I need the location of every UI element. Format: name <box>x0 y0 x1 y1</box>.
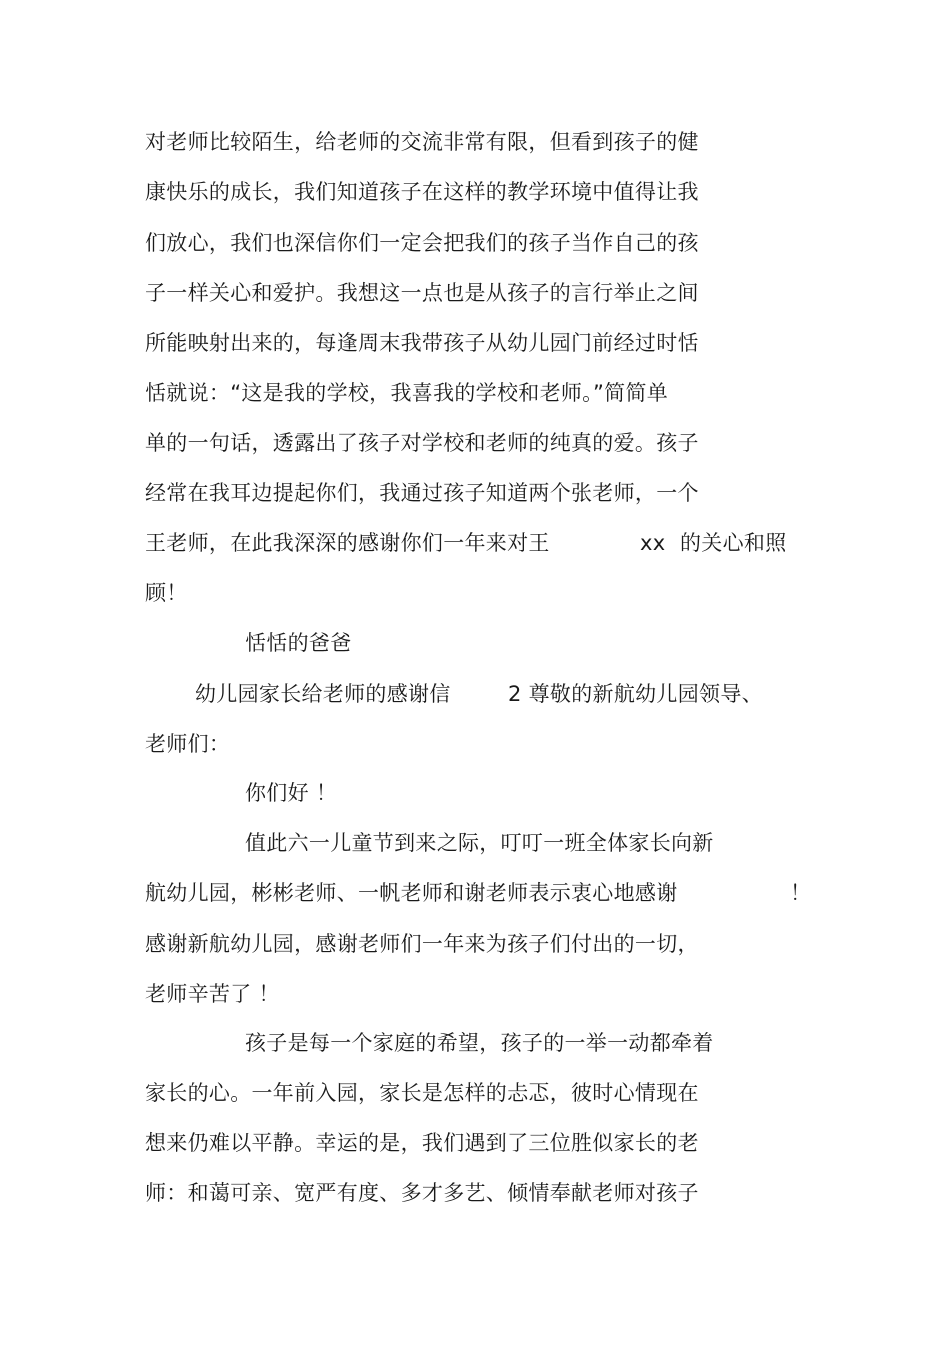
body-text-line: 老师辛苦了 ！ <box>145 982 280 1006</box>
body-text-line: 家长的心。一年前入园，家长是怎样的忐忑，彼时心情现在 <box>145 1081 699 1105</box>
body-text-line: 王老师，在此我深深的感谢你们一年来对王 <box>145 531 550 555</box>
body-text-line: 师：和蔼可亲、宽严有度、多才多艺、倾情奉献老师对孩子 <box>145 1181 699 1205</box>
body-text-line: 对老师比较陌生，给老师的交流非常有限，但看到孩子的健 <box>145 130 699 154</box>
body-text-line: 子一样关心和爱护。我想这一点也是从孩子的言行举止之间 <box>145 281 699 305</box>
greeting-line: 你们好 ！ <box>245 781 338 805</box>
letter-salutation: 老师们： <box>145 732 231 756</box>
letter-salutation: 2 尊敬的新航幼儿园领导、 <box>508 682 763 706</box>
body-text-fragment: 的关心和照 <box>680 531 787 555</box>
body-text-line: 康快乐的成长，我们知道孩子在这样的教学环境中值得让我 <box>145 180 699 204</box>
body-text-line: 顾！ <box>145 581 188 605</box>
body-text-line: 航幼儿园，彬彬老师、一帆老师和谢老师表示衷心地感谢 <box>145 881 678 905</box>
body-text-line: 所能映射出来的，每逢周末我带孩子从幼儿园门前经过时恬 <box>145 331 699 355</box>
body-text-line: 单的一句话，透露出了孩子对学校和老师的纯真的爱。孩子 <box>145 431 699 455</box>
body-text-line: 孩子是每一个家庭的希望，孩子的一举一动都牵着 <box>245 1031 714 1055</box>
signature-line: 恬恬的爸爸 <box>245 631 352 655</box>
body-text-line: 经常在我耳边提起你们，我通过孩子知道两个张老师，一个 <box>145 481 699 505</box>
body-text-line: 感谢新航幼儿园，感谢老师们一年来为孩子们付出的一切， <box>145 932 699 956</box>
letter-title: 幼儿园家长给老师的感谢信 <box>195 682 451 706</box>
body-text-line: 恬就说：“这是我的学校，我喜我的学校和老师。”简简单 <box>145 381 669 405</box>
body-text-line: 想来仍难以平静。幸运的是，我们遇到了三位胜似家长的老 <box>145 1131 699 1155</box>
body-text-fragment: xx <box>640 531 666 555</box>
body-text-line: 值此六一儿童节到来之际，叮叮一班全体家长向新 <box>245 831 714 855</box>
body-text-fragment: ！ <box>790 881 812 905</box>
body-text-line: 们放心，我们也深信你们一定会把我们的孩子当作自己的孩 <box>145 231 699 255</box>
